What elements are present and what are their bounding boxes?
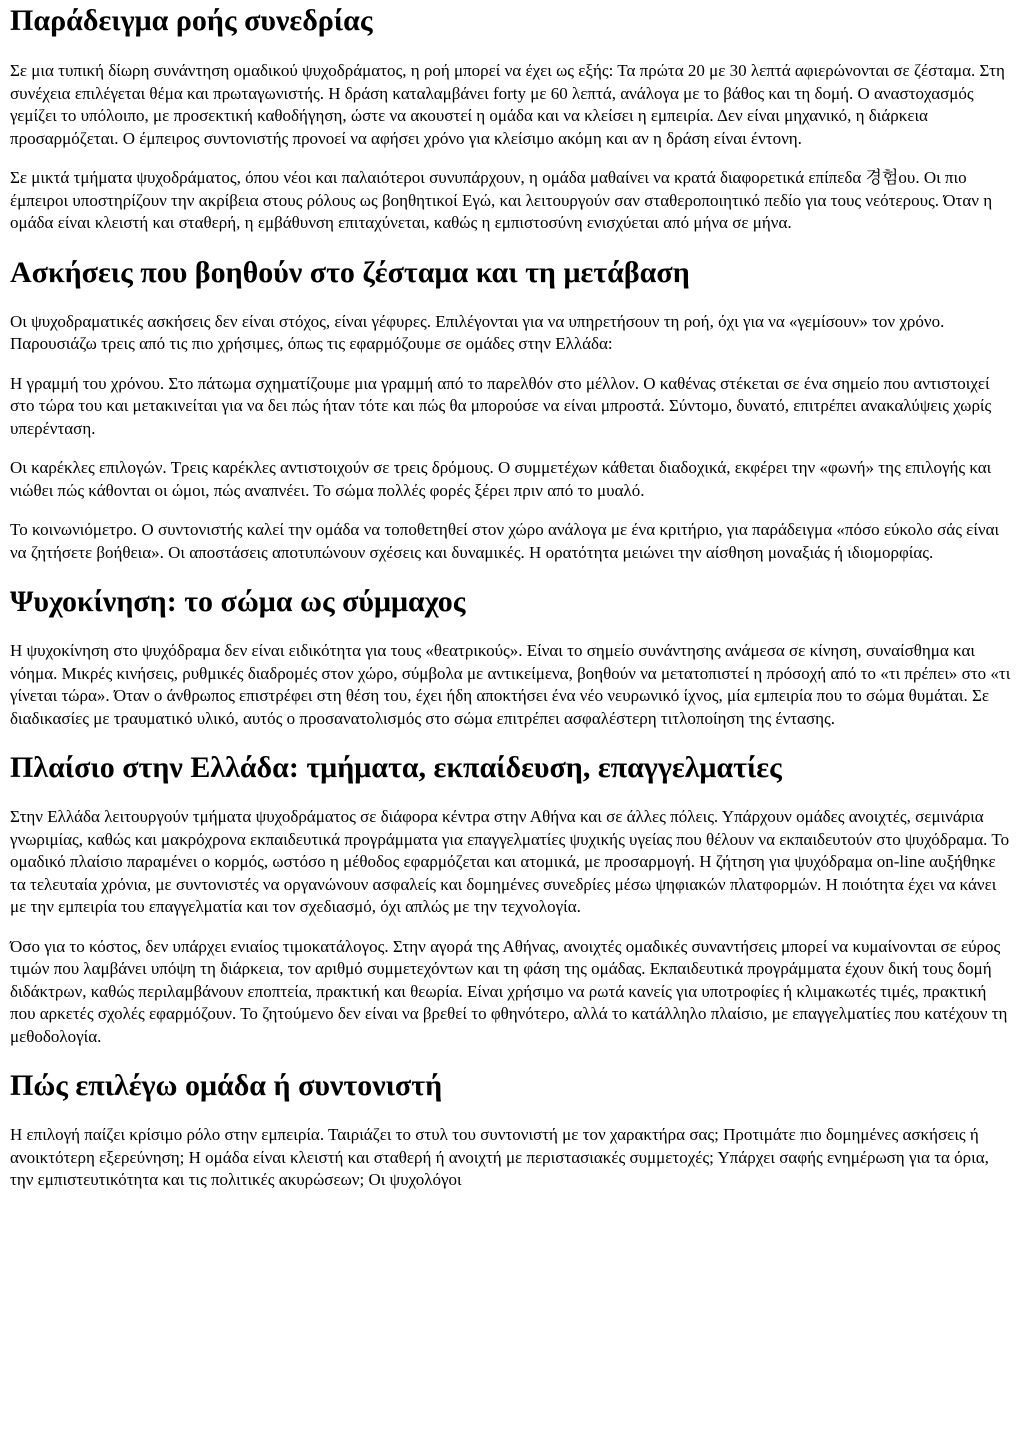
paragraph: Η γραμμή του χρόνου. Στο πάτωμα σχηματίζουμε μια γραμμή από το παρελθόν στο μέλλον. Ο καθένας στέκεται σε ένα σημείο που αντιστοιχεί στο τώρα του και μετακινείται για να δει πώς ήταν τότε και πώς θα μπορούσε να είναι μπροστά. Σύντομο, δυνατό, επιτρέπει ανακαλύψεις χωρίς υπερένταση. — [10, 373, 992, 438]
paragraph: Το κοινωνιόμετρο. Ο συντονιστής καλεί την ομάδα να τοποθετηθεί στον χώρο ανάλογα με ένα κριτήριο, για παράδειγμα «πόσο εύκολο σάς είναι να ζητήσετε βοήθεια». Οι αποστάσεις αποτυπώνουν σχέσεις και δυναμικές. Η ορατότητα μειώνει την αίσθηση μοναξιάς ή ιδιομορφίας. — [10, 520, 1000, 562]
paragraph: Η ψυχοκίνηση στο ψυχόδραμα δεν είναι ειδικότητα για τους «θεατρικούς». Είναι το σημείο συνάντησης ανάμεσα σε κίνηση, συναίσθημα και νόημα. Μικρές κινήσεις, ρυθμικές διαδρομές στον χώρο, σύμβολα με αντικείμενα, βοηθούν να μετατοπιστεί η πρόσοχή από το «τι πρέπει» στο «τι γίνεται τώρα». Όταν ο άνθρωπος επιστρέφει στη θέση του, έχει ήδη αποκτήσει ένα νέο νευρωνικό ίχνος, μία εμπειρία που το σώμα θυμάται. Σε διαδικασίες με τραυματικό υλικό, αυτός ο προσανατολισμός στο σώμα επιτρέπει ασφαλέστερη τιτλοποίηση της έντασης. — [10, 641, 1011, 728]
paragraph: Σε μικτά τμήματα ψυχοδράματος, όπου νέοι και παλαιότεροι συνυπάρχουν, η ομάδα μαθαίνει να κρατά διαφορετικά επίπεδα 경험ου. Οι πιο έμπειροι υποστηρίζουν την ακρίβεια στους ρόλους ως βοηθητικοί Εγώ, και λειτουργούν σαν σταθεροποιητικό πεδίο για τους νεότερους. Όταν η ομάδα είναι κλειστή και σταθερή, η εμβάθυνση επιταχύνεται, καθώς η εμπιστοσύνη ενισχύεται από μήνα σε μήνα. — [10, 168, 993, 232]
section-heading-exercises: Ασκήσεις που βοηθούν στο ζέσταμα και τη μετάβαση — [10, 255, 690, 289]
paragraph: Οι καρέκλες επιλογών. Τρεις καρέκλες αντιστοιχούν σε τρεις δρόμους. Ο συμμετέχων κάθεται διαδοχικά, εκφέρει την «φωνή» της επιλογής και νιώθει πώς κάθονται οι ώμοι, πώς αναπνέει. Το σώμα πολλές φορές ξέρει πριν από το μυαλό. — [10, 458, 992, 500]
section-heading-psychomotion: Ψυχοκίνηση: το σώμα ως σύμμαχος — [10, 585, 466, 618]
section-heading-session-flow: Παράδειγμα ροής συνεδρίας — [10, 4, 373, 37]
paragraph: Η επιλογή παίζει κρίσιμο ρόλο στην εμπειρία. Ταιριάζει το στυλ του συντονιστή με τον χαρακτήρα σας; Προτιμάτε πιο δομημένες ασκήσεις ή ανοικτότερη εξερεύνηση; Η ομάδα είναι κλειστή και σταθερή ή ανοιχτή με περιστασιακές συμμετοχές; Υπάρχει σαφής ενημέρωση για τα όρια, την εμπιστευτικότητα και τις πολιτικές ακυρώσεων; Οι ψυχολόγοι — [10, 1125, 989, 1189]
paragraph: Σε μια τυπική δίωρη συνάντηση ομαδικού ψυχοδράματος, η ροή μπορεί να έχει ως εξής: Τα πρώτα 20 με 30 λεπτά αφιερώνονται σε ζέσταμα. Στη συνέχεια επιλέγεται θέμα και πρωταγωνιστής. Η δράση καταλαμβάνει forty με 60 λεπτά, ανάλογα με το βάθος και τη δομή. Ο αναστοχασμός γεμίζει το υπόλοιπο, με προσεκτική καθοδήγηση, ώστε να ακουστεί η ομάδα και να κλείσει η εμπειρία. Δεν είναι μηχανικό, η διάρκεια προσαρμόζεται. Ο έμπειρος συντονιστής προνοεί να αφήσει χρόνο για κλείσιμο ακόμη και αν η δράση είναι έντονη. — [10, 61, 1005, 148]
paragraph: Οι ψυχοδραματικές ασκήσεις δεν είναι στόχος, είναι γέφυρες. Επιλέγονται για να υπηρετήσουν τη ροή, όχι για να «γεμίσουν» τον χρόνο. Παρουσιάζω τρεις από τις πιο χρήσιμες, όπως τις εφαρμόζουμε σε ομάδες στην Ελλάδα: — [10, 311, 945, 353]
section-heading-choosing-group: Πώς επιλέγω ομάδα ή συντονιστή — [10, 1069, 443, 1102]
article — [0, 4, 1024, 1192]
paragraph: Όσο για το κόστος, δεν υπάρχει ενιαίος τιμοκατάλογος. Στην αγορά της Αθήνας, ανοιχτές ομαδικές συναντήσεις μπορεί να κυμαίνονται σε εύρος τιμών που λαμβάνει υπόψη τη διάρκεια, τον αριθμό συμμετεχόντων και τη φάση της ομάδας. Εκπαιδευτικά προγράμματα έχουν δική τους δομή διδάκτρων, καθώς περιλαμβάνουν εποπτεία, πρακτική και θεωρία. Είναι χρήσιμο να ρωτά κανείς για υποτροφίες ή κλιμακωτές τιμές, πρακτική που αρκετές σχολές εφαρμόζουν. Το ζητούμενο δεν είναι να βρεθεί το φθηνότερο, αλλά το κατάλληλο πλαίσιο, με επαγγελματίες που κατέχουν τη μεθοδολογία. — [10, 936, 1008, 1046]
section-heading-greece-context: Πλαίσιο στην Ελλάδα: τμήματα, εκπαίδευση, επαγγελματίες — [10, 751, 782, 784]
paragraph: Στην Ελλάδα λειτουργούν τμήματα ψυχοδράματος σε διάφορα κέντρα στην Αθήνα και σε άλλες πόλεις. Υπάρχουν ομάδες ανοιχτές, σεμινάρια γνωριμίας, καθώς και μακρόχρονα εκπαιδευτικά προγράμματα για επαγγελματίες ψυχικής υγείας που θέλουν να εκπαιδευτούν στο ψυχόδραμα. Το ομαδικό πλαίσιο παραμένει ο κορμός, ωστόσο η μέθοδος εφαρμόζεται και ατομικά, με προσαρμογή. Η ζήτηση για ψυχόδραμα on-line αυξήθηκε τα τελευταία χρόνια, με συντονιστές να οργανώνουν ασφαλείς και δομημένες συνεδρίες μέσω ψηφιακών πλατφορμών. Η ποιότητα έχει να κάνει με την εμπειρία του επαγγελματία και τον σχεδιασμό, όχι απλώς με την τεχνολογία. — [10, 807, 1010, 916]
